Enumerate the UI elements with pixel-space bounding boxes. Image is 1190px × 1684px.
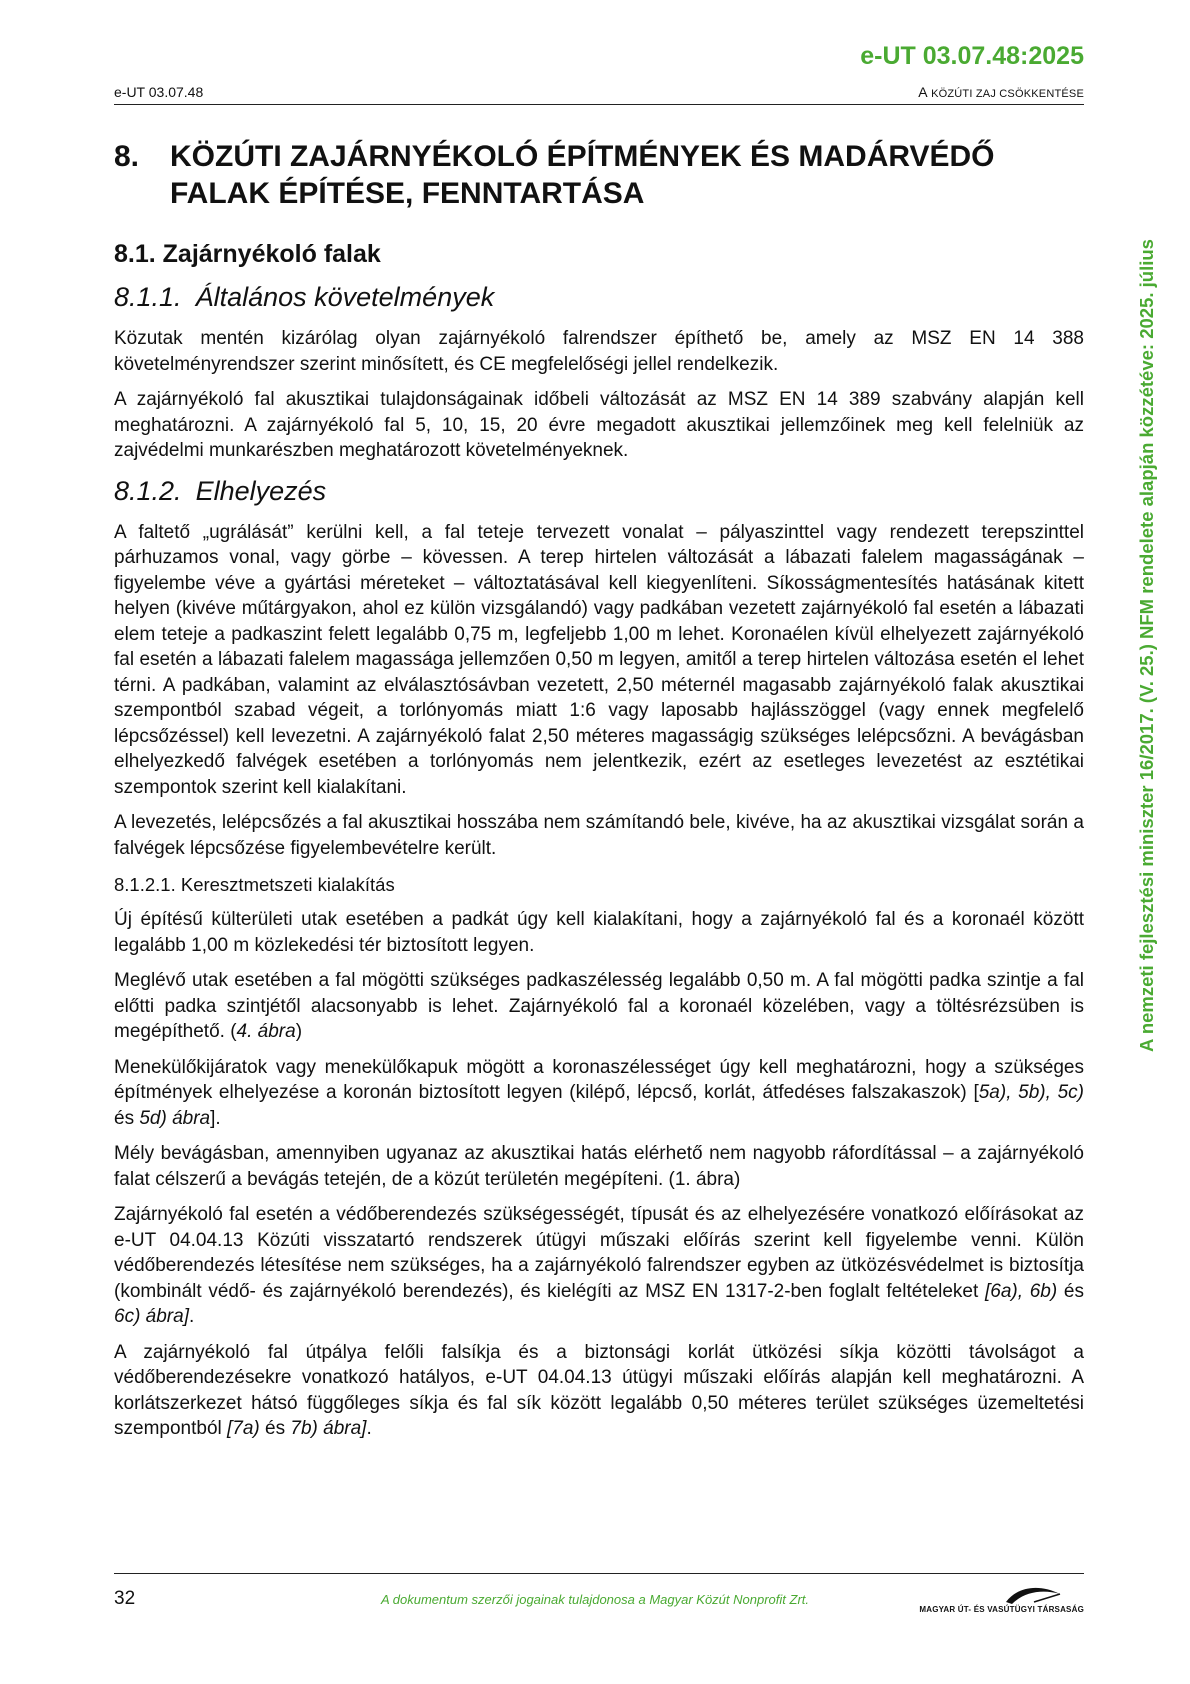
figure-reference: 5d) ábra (139, 1107, 211, 1129)
figure-reference: [7a) (227, 1418, 260, 1439)
paragraph-text: . (188, 1306, 195, 1327)
figure-reference: 6c) ábra] (114, 1306, 189, 1327)
paragraph-5: Új építésű külterületi utak esetében a padkát úgy kell kialakítani, hogy a zajárnyékoló fal és a koronaél között legalább 1,00 m közlekedési tér biztosított legyen. (114, 909, 1084, 956)
subsection-title: Általános követelmények (195, 282, 495, 312)
paragraph-text: Zajárnyékoló fal esetén a védőberendezés szükségességét, típusát és az elhelyezésére vonatkozó előírásokat az e-UT 04.04.13 Közúti visszatartó rendszerek útügyi műszaki előírás szerint kell figyelembe venni. Külön védőberendezés létesítése nem szükséges, ha a zajárnyékoló falrendszer egyben az ütközésvédelmet is biztosítja (kombinált védő- és zajárnyékoló berendezés), és kielégíti az MSZ EN 1317-2-ben foglalt feltételeket (114, 1204, 1084, 1302)
paragraph-3: A faltető „ugrálását” kerülni kell, a fal teteje tervezett vonalat – pályaszinttel vagy rendezett terepszinttel párhuzamos vonal, vagy görbe – kövessen. A terep hirtelen változását a lábazati falelem magasságának – figyelembe véve a gyártási méreteket – változtatásával kell kiegyenlíteni. Síkosságmentesítés hatásának kitett helyen (kivéve műtárgyakon, ahol ez külön vizsgálandó) vagy padkában vezetett zajárnyékoló fal esetén a lábazati elem teteje a padkaszint felett legalább 0,75 m, legfeljebb 1,00 m lehet. Koronaélen kívül elhelyezett zajárnyékoló fal esetén a lábazati falelem magassága jellemzően 0,50 m legyen, amitől a terep hirtelen változása esetén el lehet térni. A padkában, valamint az elválasztósávban vezetett, 2,50 méternél magasabb zajárnyékoló falak akusztikai szempontból szabad végeit, a torlónyomás miatt 1:6 vagy laposabb hajlásszöggel (vagy ennek megfelelő lépcsőzéssel) kell levezetni. A zajárnyékoló falat 2,50 méteres magasságig szükséges lelépcsőzni. A bevágásban elhelyezkedő falvégek esetében a torlónyomás nem jelentkezik, ezért az esetleges levezetést az esztétikai szempontok szerint kell kialakítani. (114, 521, 1084, 798)
paragraph-10 (114, 1340, 1084, 1442)
figure-reference: 5a), 5b), 5c) (978, 1082, 1085, 1103)
paragraph-text: Menekülőkijáratok vagy menekülőkapuk mögött a koronaszélességet úgy kell meghatározni, hogy a szükséges építmények elhelyezése a koronán biztosított legyen (kilépő, lépcső, korlát, átfedéses falszakaszok) [ (114, 1056, 1084, 1103)
paragraph-text: A zajárnyékoló fal útpálya felőli falsíkja és a biztonsági korlát ütközési síkja közötti távolságot a védőberendezésekre vonatkozó hatályos, e-UT 04.04.13 útügyi műszaki előírás alapján kell meghatározni. A korlátszerkezet hátsó függőleges síkja és fal sík között legalább 0,50 méteres terület szükséges üzemeltetési szempontból (114, 1341, 1084, 1439)
paragraph-text: ]. (210, 1107, 221, 1129)
running-header-initial: A (918, 84, 927, 100)
document-code: e-UT 03.07.48:2025 (860, 42, 1084, 70)
running-header-left: e-UT 03.07.48 (114, 84, 204, 100)
paragraph-text: ) (295, 1021, 303, 1042)
subsection-number: 8.1.2. (114, 475, 182, 506)
footer-rule (114, 1573, 1084, 1574)
header-rule (114, 104, 1084, 105)
subsubsection-heading: 8.1.2.1. Keresztmetszeti kialakítás (114, 874, 395, 895)
publication-side-note: A nemzeti fejlesztési miniszter 16/2017. (V. 25.) NFM rendelete alapján közzétéve: 2025. július (1136, 239, 1157, 1052)
running-header-right (918, 84, 1084, 100)
paragraph-text: és (114, 1107, 140, 1129)
page-number: 32 (114, 1588, 136, 1609)
copyright-notice: A dokumentum szerzői jogainak tulajdonosa a Magyar Közút Nonprofit Zrt. (380, 1592, 809, 1607)
chapter-title: KÖZÚTI ZAJÁRNYÉKOLÓ ÉPÍTMÉNYEK ÉS MADÁRVÉDŐ FALAK ÉPÍTÉSE, FENNTARTÁSA (170, 140, 995, 210)
section-heading: 8.1. Zajárnyékoló falak (114, 240, 381, 268)
paragraph-6 (114, 968, 1084, 1045)
figure-reference: 4. ábra (236, 1021, 296, 1042)
paragraph-4: A levezetés, lelépcsőzés a fal akusztikai hosszába nem számítandó bele, kivéve, ha az akusztikai vizsgálat során a falvégek lépcsőzése figyelembevételre került. (114, 812, 1084, 859)
figure-reference: 7b) ábra] (290, 1418, 367, 1439)
logo-text: MAGYAR ÚT- ÉS VASÚTÜGYI TÁRSASÁG (919, 1605, 1084, 1614)
subsection-heading-placement (114, 474, 1084, 508)
paragraph-8: Mély bevágásban, amennyiben ugyanaz az akusztikai hatás elérhető nem nagyobb ráfordítással – a zajárnyékoló falat célszerű a bevágás tetején, de a közút területén megépíteni. (1. ábra) (114, 1143, 1084, 1190)
page-body (114, 138, 1084, 1452)
running-header-smallcaps: KÖZÚTI ZAJ CSÖKKENTÉSE (931, 88, 1084, 100)
paragraph-9 (114, 1202, 1084, 1330)
subsection-heading-general (114, 280, 1084, 314)
figure-reference: [6a), 6b) (985, 1280, 1058, 1302)
subsection-title: Elhelyezés (195, 475, 327, 506)
publisher-logo (914, 1580, 1084, 1614)
paragraph-2: A zajárnyékoló fal akusztikai tulajdonságainak időbeli változását az MSZ EN 14 389 szabvány alapján kell meghatározni. A zajárnyékoló fal 5, 10, 15, 20 évre megadott akusztikai jellemzőinek meg kell felelniük az zajvédelmi munkarészben meghatározott követelményeknek. (114, 389, 1084, 461)
paragraph-7 (114, 1055, 1084, 1132)
paragraph-1: Közutak mentén kizárólag olyan zajárnyékoló falrendszer építhető be, amely az MSZ EN 14 388 követelményrendszer szerint minősített, és CE megfelelőségi jellel rendelkezik. (114, 328, 1084, 375)
subsection-number: 8.1.1. (114, 282, 182, 312)
chapter-number: 8. (114, 140, 140, 173)
paragraph-text: . (366, 1418, 372, 1439)
paragraph-text: és (259, 1418, 291, 1439)
paragraph-text: és (1057, 1280, 1084, 1302)
paragraph-text: Meglévő utak esetében a fal mögötti szükséges padkaszélesség legalább 0,50 m. A fal mögötti padka szintje a fal előtti padka szintjétől alacsonyabb is lehet. Zajárnyékoló fal a koronaél közelében, vagy a töltésrézsüben is megépíthető. ( (114, 970, 1084, 1042)
chapter-heading (114, 138, 1084, 212)
